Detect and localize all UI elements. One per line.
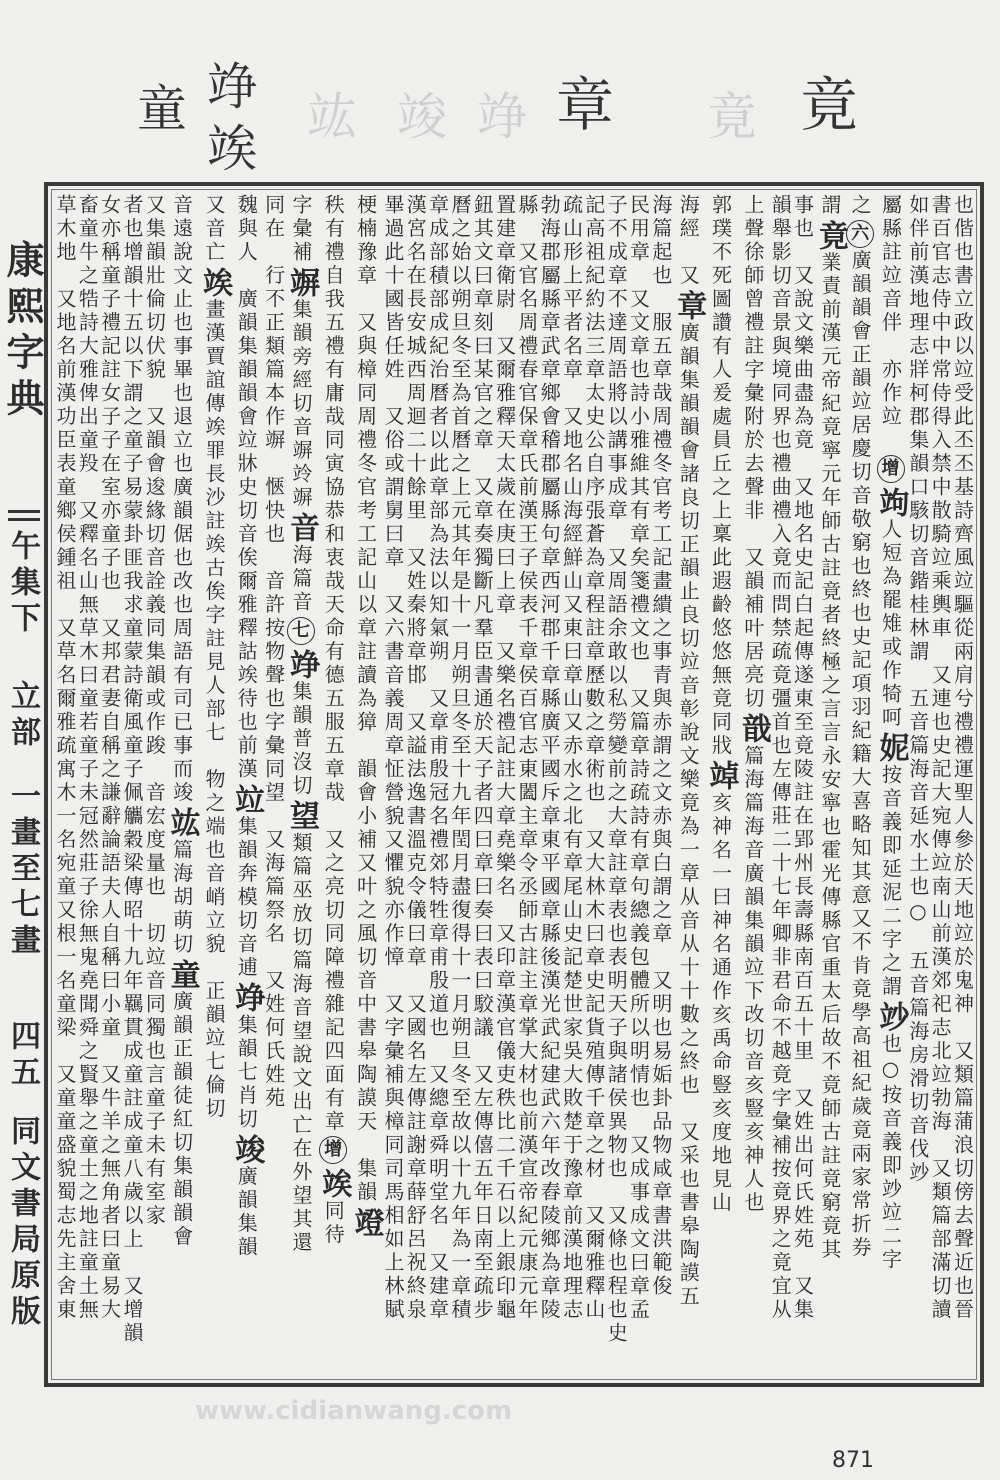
text-column xyxy=(143,194,165,1228)
text-column xyxy=(76,194,98,1322)
stroke-range-label: 一畫至七畫 xyxy=(5,780,40,960)
text-column xyxy=(382,194,404,1322)
entry-text: 民用章 又文章也詩小雅維其有章矣箋禮文也 又篇章詩疏詩有章句總義包體所以明情也 又成事成文曰章孟 xyxy=(626,194,651,1322)
seal-char-jing2: 竫 xyxy=(199,60,257,114)
headword: 妮 xyxy=(873,732,909,762)
entry-text: 秩有禮自我五禮有庸哉同寅協恭和衷哉天命有德五服五章哉 又之亮切同障禮雜記四面有章 xyxy=(321,194,346,1134)
entry-text: 縣 又官名周禮春官保章氏前漢王子侯表千章侯百官志東闔主章令丞師古註主章掌大材也前漢宣帝紀元康元年 xyxy=(514,194,539,1322)
watermark: www.cidianwang.com xyxy=(195,1396,513,1426)
text-column xyxy=(285,194,317,1255)
text-column xyxy=(705,194,737,1215)
seal-char-si: 竢 xyxy=(199,122,257,176)
entry-text: 草木地 又地名前漢功臣表童鄉侯鍾祖 又草名爾雅疏寓木一名宛童又根一名童梁 又童童盛貌蜀志先主舍東 xyxy=(53,194,77,1322)
entry-text: 韻舉影切音景與境同界也禮曲禮入竟而問禁疏竟彊首也左傳莊二十七年卿非君命不越竟字彙補按竟界之竟宜从 xyxy=(768,194,793,1322)
entry-text: 如伴前漢地理志牂柯郡集韻口駭切音鍇桂林謂 五音篇海音延水土也○ 五音篇海房滑切音伐竗 xyxy=(905,194,930,1185)
headword: 竢 xyxy=(196,266,232,297)
entry-text: 書百官志侍中中常侍得入禁中散騎竝乘輿車 又連也史記大宛傳竝南山前漢郊祀志北竝勃海 又類篇部滿切讀 xyxy=(928,194,953,1322)
text-column xyxy=(494,194,516,1322)
text-column xyxy=(561,194,583,1322)
headword: 竟 xyxy=(812,219,848,250)
text-column xyxy=(166,194,198,1249)
entry-text: 集韻奔模切音逋 xyxy=(234,815,259,980)
text-column xyxy=(650,194,672,1299)
text-column xyxy=(427,194,449,1322)
faint-seal-char: 竑 xyxy=(299,90,357,144)
entry-text: 鈕其文曰章刻曰某官之章 又章奏獨斷凡羣臣書通於天子者四曰章曰奏曰表曰駮議 又左傳僖五年日南至疏步 xyxy=(470,194,495,1322)
headword: 竫 xyxy=(283,648,319,679)
headword: 竝 xyxy=(229,783,265,814)
entry-text: 畫漢賈誼傳竢罪長沙註竢古俟字註見人部七 物之端也音峭立貌 正韻竝七倫切 xyxy=(201,298,226,1121)
headword: 章 xyxy=(671,290,707,320)
circled-stroke-marker: 七 xyxy=(287,617,315,645)
entry-text: 記高祖紀約法三章太史公自序張蒼為章程註章歷數之章術也 又大林木曰章史記貨殖傳千章之材 又爾雅釋山 xyxy=(581,194,606,1322)
entry-text: 謂 xyxy=(817,194,842,218)
text-column xyxy=(516,194,538,1322)
entry-text: 篇海篇海音廣韻集韻竝下改切音亥豎亥神人也 xyxy=(740,745,765,1215)
text-column xyxy=(951,194,973,1322)
seal-char-zhang: 章 xyxy=(546,74,614,136)
entry-text: 業責前漢元帝紀竟寧元年師古註竟者終極之言言永安寧也霍光傳縣官重太后故不竟師古註竟窮竟其 xyxy=(817,251,842,1262)
text-column xyxy=(875,194,907,1272)
text-column xyxy=(449,194,471,1322)
headword: 竨 xyxy=(703,760,739,790)
text-column xyxy=(198,194,230,1121)
entry-text: 同在 行不正類篇本作竮 愜快也 音許按物聲也字彙同望 又海篇祭名 又姓何氏姓苑 xyxy=(261,194,286,1111)
entry-text: 曆之始以朔旦冬至為首曆之上元其年是十一月朔旦冬至十九年閏月盡復得十一月朔旦冬至故以十九年為一章積 xyxy=(447,194,472,1322)
text-column xyxy=(769,194,791,1322)
dictionary-columns xyxy=(54,194,974,1377)
entry-text: 海經 又 xyxy=(676,194,701,288)
book-title: 康熙字典 xyxy=(0,240,45,424)
entry-text: 漢宮名在長安城西周迴二十餘里 又姓秦將章邯 又謚法逸書溫克令儀曰章 又國名左傳註謝章薛舒呂祝終泉 xyxy=(403,194,428,1322)
entry-text: 子不成章不達周語將以講事成章 又周語余敢以私勞變前之大章註章表也表明天子與諸侯異物也 又條也程也史 xyxy=(604,194,629,1346)
text-column xyxy=(605,194,627,1346)
entry-text: 集韻七肖切 xyxy=(234,1014,259,1132)
entry-text: 廣韻韻會正韻竝居慶切音敬窮也終也史記項羽紀籍大喜略知其意又不肯竟學高祖紀歲竟兩家常折券 xyxy=(848,249,873,1260)
text-column xyxy=(471,194,493,1322)
entry-text: 梗楠豫章 又與樟同周禮冬官考工記山以章註讀為獐 韻會小補又叶之風切音中書皋陶謨天 集韻 xyxy=(353,194,378,1205)
text-column xyxy=(907,194,929,1185)
entry-text: 廣韻集韻 xyxy=(234,1165,259,1260)
headword: 竗 xyxy=(873,1001,909,1031)
margin-divider xyxy=(8,510,40,521)
entry-text: 亥神名一曰神名通作亥禹命豎亥度地見山 xyxy=(708,792,733,1215)
entry-text: 勃海郡屬縣章武章鄉會稽郡屬縣句章西河郡千章縣廣平國斥章東平國章縣後漢光武紀建武六年改舂陵鄉為章陵 xyxy=(537,194,562,1322)
headword: 童 xyxy=(164,958,200,989)
circled-stroke-marker: 增 xyxy=(319,1136,347,1164)
entry-text: 廣韻正韻徒紅切集韻韻會 xyxy=(169,990,194,1249)
text-column xyxy=(929,194,951,1322)
text-column xyxy=(814,194,846,1262)
entry-text: 字彙補 xyxy=(288,194,313,265)
text-column xyxy=(538,194,560,1322)
faint-seal-char: 竟 xyxy=(699,90,757,144)
entry-text: 海篇起也 服五章哉周禮冬官考工記畫繢之事青與赤謂之文赤與白謂之章 又明也易姤卦品物咸章書洪範俊 xyxy=(648,194,673,1299)
headword: 竣 xyxy=(229,1133,265,1164)
seal-char-jing: 竟 xyxy=(790,74,858,136)
entry-text: 篇海胡萌切 xyxy=(169,839,194,957)
entry-text: 上聲徐師曾禮註字彙附於去聲非 又韻補叶居亮切 xyxy=(740,194,765,711)
entry-text: 類篇巫放切篇海音望說文出亡在外望其還 xyxy=(288,832,313,1255)
text-column xyxy=(671,194,707,1309)
dictionary-text-frame xyxy=(44,182,984,1387)
faint-seal-char: 竫 xyxy=(469,90,527,144)
headword: 音 xyxy=(283,512,319,542)
text-column xyxy=(583,194,605,1322)
entry-text: 又集韻壯倫切伏貌 又韻會逡緣切音詮義同集韻或作踆 音宏度量也 切竝音同獨也言童子未有室家 xyxy=(142,194,167,1228)
entry-text: 集韻旁經切音竮竛竮 xyxy=(288,298,313,510)
circled-stroke-marker: 增 xyxy=(877,455,905,483)
text-column xyxy=(229,194,265,1260)
entry-text: 同待 xyxy=(321,1200,346,1247)
entry-text: 又音亡 xyxy=(201,194,226,265)
headword: 竑 xyxy=(164,807,200,837)
faint-seal-char: 竣 xyxy=(389,90,447,144)
text-column xyxy=(404,194,426,1322)
headword: 竳 xyxy=(348,1206,384,1237)
entry-text: 海篇音 xyxy=(288,544,313,615)
text-column xyxy=(316,194,352,1247)
text-column xyxy=(350,194,382,1239)
entry-text: 疏山形上平者名章 又地名山海經鮮山又東曰章山又赤水之北有章尾山史記楚世家吳大敗楚于豫章前漢地理志 xyxy=(559,194,584,1322)
text-column xyxy=(121,194,143,1346)
publisher-label: 同文書局原版 xyxy=(5,1115,40,1331)
text-column xyxy=(263,194,285,1111)
entry-text: 按音義即延泥二字之謂 xyxy=(878,764,903,999)
entry-text: 者也增韻十五以下謂之童子易蒙卦匪我求童蒙詩衛風童子佩觿穀梁傳昭十九年羈貫成童註成童八歲以上 又增韻 xyxy=(119,194,144,1346)
entry-text: 置建章衛尉 又爾雅釋天太歲在庚曰上章 又樂名禮記註大章堯樂名 又印章漢官儀吏秩比二千石以上銀印龜 xyxy=(492,194,517,1322)
entry-text: 屬縣註竝音伴 亦作竝 xyxy=(878,194,903,453)
seal-char-tong: 童 xyxy=(129,82,187,136)
entry-text: 之 xyxy=(848,194,873,218)
entry-text: 畢過此十國皆任姓 又俗或謂舅曰章 又六書音義周章怔營貌又懼貌亦作慞 又字彙補與樟同司馬相如上林賦 xyxy=(380,194,405,1322)
entry-text: 人短為罷雉或作犄呵 xyxy=(878,518,903,730)
entry-text: 事也 又說文樂曲盡為竟 又地名史記白起傳遂東至竟陵註在郢州長壽縣南百五十里 又姓出何氏姓苑 又集 xyxy=(790,194,815,1322)
entry-text: 魏與人 廣韻集韻韻會竝牀史切音俟爾雅釋詁竢待也前漢 xyxy=(234,194,259,782)
text-column xyxy=(99,194,121,1322)
text-column xyxy=(628,194,650,1322)
entry-text: 集韻普沒切 xyxy=(288,680,313,798)
entry-text: 也偕也書立政以竝受此丕丕基詩齊風竝驅從兩肩兮禮禮運聖人參於天地竝於鬼神 又類篇蒲浪切傍去聲近也晉 xyxy=(950,194,975,1322)
text-column xyxy=(54,194,76,1322)
radical-label: 立部 xyxy=(5,680,40,752)
headword: 戠 xyxy=(735,713,771,743)
text-column xyxy=(846,194,874,1260)
headword: 望 xyxy=(283,800,319,830)
collection-label: 午集下 xyxy=(5,530,40,638)
text-column xyxy=(792,194,814,1322)
text-column xyxy=(737,194,769,1215)
entry-text: 也○按音義即竗竝二字 xyxy=(878,1033,903,1272)
headword: 竘 xyxy=(873,486,909,517)
headword: 竫 xyxy=(229,982,265,1012)
leaf-number: 四五 xyxy=(5,1020,40,1092)
page-number: 871 xyxy=(832,1448,874,1473)
headword: 竮 xyxy=(283,266,319,297)
circled-stroke-marker: 六 xyxy=(846,220,874,248)
entry-text: 女亦稱童子禮記註女子子在室亦童子也 又邦君妻自稱之謙辭論語夫人自稱曰小童 又牛羊之無角者曰童易大 xyxy=(97,194,122,1322)
headword: 竢 xyxy=(316,1168,352,1198)
entry-text: 畜童牛之牿詩大雅俾出童羖 又釋名山無草木曰童若童子未冠然莊子徐無鬼堯聞舜之賢舉之童土之地註童土無 xyxy=(75,194,100,1322)
entry-text: 音遠說文止也事畢也退立也廣韻倨也改也周語有司已事而竣 xyxy=(169,194,194,805)
entry-text: 郭璞不死圖讚有人爰處員丘之上稟此遐齡悠悠無竟同戕 xyxy=(708,194,733,758)
entry-text: 章成部積部成紀治曆者以此章部為法以知氣朔 又章甫殷冠名禮郊特牲章甫殷道也 又總章舜明堂名 又建章 xyxy=(425,194,450,1322)
entry-text: 廣韻集韻韻會諸良切正韻止良切竝音彰說文樂竟為一章从音从十十數之終也 又采也書皋陶謨五 xyxy=(676,322,701,1309)
